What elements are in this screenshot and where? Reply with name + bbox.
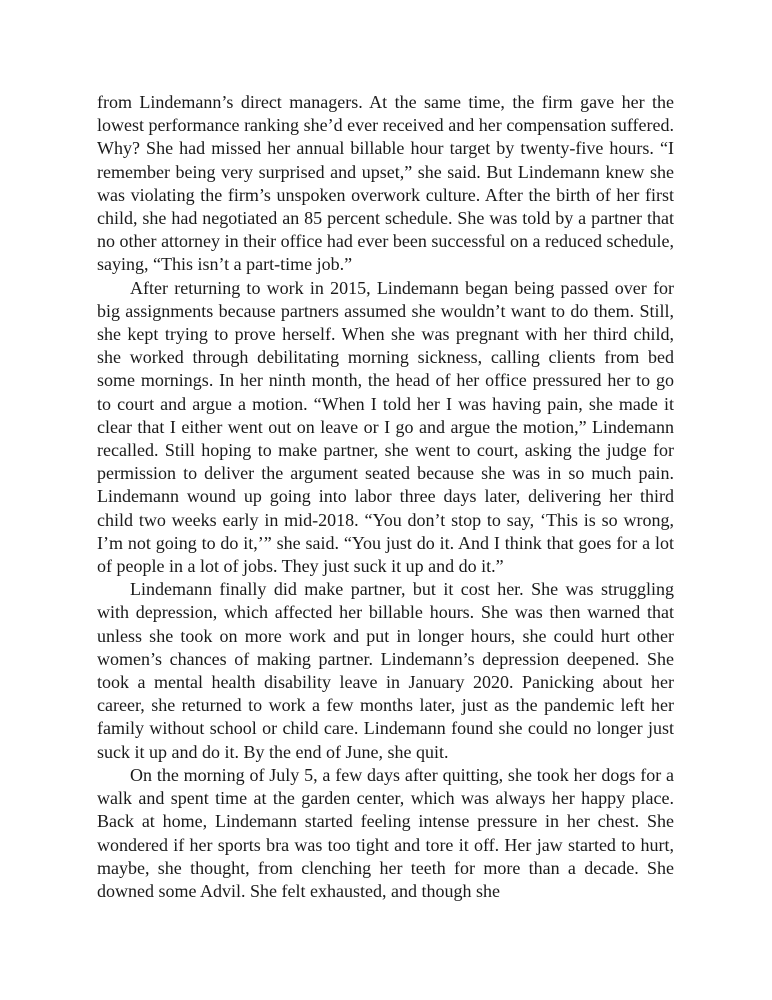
paragraph-1: from Lindemann’s direct managers. At the same time, the firm gave her the lowest performance ranking she’d ever received and her compensation suffered. Why? She had missed her annual billable hour target by twenty-five hours. “I remember being very surprised and upset,” she said. But Lindemann knew she was violating the firm’s unspoken overwork culture. After the birth of her first child, she had negotiated an 85 percent schedule. She was told by a partner that no other attorney in their office had ever been successful on a reduced schedule, saying, “This isn’t a part-time job.” <box>97 92 674 275</box>
body-text <box>97 91 674 903</box>
paragraph-3: Lindemann finally did make partner, but it cost her. She was struggling with depression, which affected her billable hours. She was then warned that unless she took on more work and put in longer hours, she could hurt other women’s chances of making partner. Lindemann’s depression deepened. She took a mental health disability leave in January 2020. Panicking about her career, she returned to work a few months later, just as the pandemic left her family without school or child care. Lindemann found she could no longer just suck it up and do it. By the end of June, she quit. <box>97 579 674 762</box>
paragraph-4: On the morning of July 5, a few days after quitting, she took her dogs for a walk and spent time at the garden center, which was always her happy place. Back at home, Lindemann started feeling intense pressure in her chest. She wondered if her sports bra was too tight and tore it off. Her jaw started to hurt, maybe, she thought, from clenching her teeth for more than a decade. She downed some Advil. She felt exhausted, and though she <box>97 764 674 901</box>
paragraph-2: After returning to work in 2015, Lindemann began being passed over for big assignments because partners assumed she wouldn’t want to do them. Still, she kept trying to prove herself. When she was pregnant with her third child, she worked through debilitating morning sickness, calling clients from bed some mornings. In her ninth month, the head of her office pressured her to go to court and argue a motion. “When I told her I was having pain, she made it clear that I either went out on leave or I go and argue the motion,” Lindemann recalled. Still hoping to make partner, she went to court, asking the judge for permission to deliver the argument seated because she was in so much pain. Lindemann wound up going into labor three days later, delivering her third child two weeks early in mid-2018. “You don’t stop to say, ‘This is so wrong, I’m not going to do it,’” she said. “You just do it. And I think that goes for a lot of people in a lot of jobs. They just suck it up and do it.” <box>97 277 674 577</box>
